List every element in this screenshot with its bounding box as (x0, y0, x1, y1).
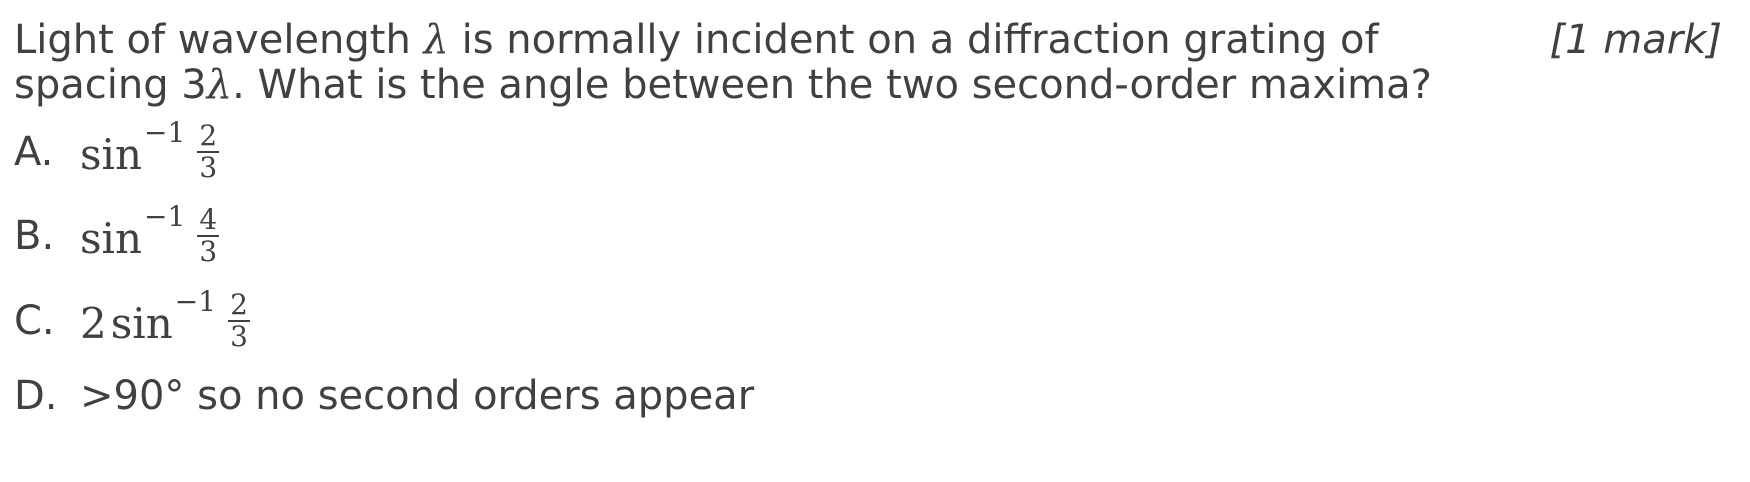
option-math (80, 199, 219, 268)
question-text (14, 18, 1484, 108)
numerator: 2 (199, 119, 218, 152)
fraction (197, 205, 219, 267)
option-a[interactable] (14, 112, 219, 192)
fraction (197, 121, 219, 183)
question-line1-part1: Light of wavelength (14, 17, 424, 63)
function-name: sin (80, 213, 143, 263)
denominator: 3 (199, 235, 218, 268)
option-letter: A. (14, 129, 54, 175)
exponent: −1 (174, 284, 217, 318)
numerator: 4 (199, 203, 218, 236)
option-letter: C. (14, 298, 55, 344)
question-line2-part1: spacing 3 (14, 62, 207, 108)
option-letter: D. (14, 373, 58, 419)
fraction (228, 290, 250, 352)
option-math (80, 284, 250, 353)
option-c[interactable] (14, 281, 250, 361)
numerator: 2 (230, 288, 248, 321)
option-text: >90° so no second orders appear (80, 373, 755, 419)
marks-label: [1 mark] (1549, 17, 1722, 63)
lambda-symbol: λ (423, 17, 449, 63)
lambda-symbol: λ (206, 62, 233, 108)
option-math (80, 115, 219, 184)
option-d[interactable] (14, 356, 754, 436)
question-line1-part2: is normally incident on a diffraction grating of (448, 17, 1379, 63)
option-letter: B. (14, 213, 55, 259)
exponent: −1 (144, 199, 186, 233)
denominator: 3 (199, 151, 218, 184)
question-line2-part2: . What is the angle between the two second-order maxima? (232, 62, 1432, 108)
coefficient: 2 (80, 298, 107, 348)
denominator: 3 (230, 320, 248, 353)
exponent: −1 (144, 115, 186, 149)
function-name: sin (80, 129, 143, 179)
function-name: sin (110, 298, 173, 348)
option-b[interactable] (14, 196, 219, 276)
